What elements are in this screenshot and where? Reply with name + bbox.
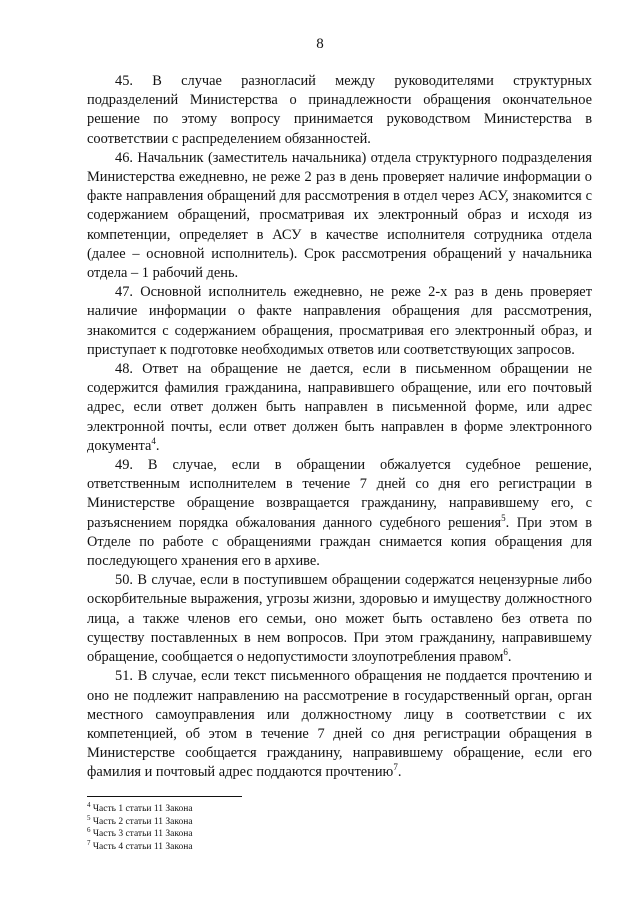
footnote-text: Часть 2 статьи 11 Закона	[92, 816, 193, 827]
footnote-reference: 6	[503, 647, 508, 658]
footnote-mark: 6	[87, 825, 91, 834]
paragraph-tail: .	[155, 437, 160, 454]
paragraph-text: 47. Основной исполнитель ежедневно, не реже 2-х раз в день проверяет наличие информации о факте направления обращения для рассмотрения, знакомится с содержанием обращения, просматривая его электронный образ, и приступает к подготовке необходимых ответов или соответствующих запросов.	[87, 284, 592, 358]
paragraph-text: 46. Начальник (заместитель начальника) отдела структурного подразделения Министерства ежедневно, не реже 2 раз в день проверяет наличие информации о факте направления обращений для рассмотрения в отдел через АСУ, знакомится с содержанием обращений, просматривая их электронный образ и исходя из компетенции, определяет в АСУ в качестве исполнителя сотрудника отдела (далее – основной исполнитель). Срок рассмотрения обращений у начальника отдела – 1 рабочий день.	[87, 149, 592, 282]
paragraph-text: 51. В случае, если текст письменного обращения не поддается прочтению и оно не подлежит направлению на рассмотрение в государственный орган, орган местного самоуправления или должностному лицу в соответствии с их компетенцией, об этом в течение 7 дней со дня регистрации обращения в Министерстве сообщается гражданину, направившему обращение, если его фамилия и почтовый адрес поддаются прочтению	[87, 668, 592, 781]
footnote-text: Часть 1 статьи 11 Закона	[92, 804, 193, 814]
footnote-mark: 4	[87, 800, 91, 809]
paragraph-text: 45. В случае разногласий между руководителями структурных подразделений Министерства о принадлежности обращения окончательное решение по этому вопросу принимается руководством Министерства в соответствии с распределением обязанностей.	[87, 73, 592, 147]
footnote-divider	[87, 796, 242, 797]
footnote-reference: 7	[393, 762, 398, 773]
paragraph-text: 48. Ответ на обращение не дается, если в письменном обращении не содержится фамилия гражданина, направившего обращение, или его почтовый адрес, если ответ должен быть направлен в письменной форме, или адрес электронной почты, если ответ должен быть направлен в форме электронного документа	[87, 361, 592, 454]
page-number: 8	[316, 36, 324, 52]
paragraph-45	[87, 72, 592, 149]
footnote-item	[87, 800, 387, 816]
paragraph-51	[87, 667, 592, 782]
footnote-reference: 5	[501, 512, 506, 523]
paragraph-47	[87, 283, 592, 360]
footnote-text: Часть 3 статьи 11 Закона	[92, 829, 193, 839]
footnote-mark: 7	[87, 838, 91, 847]
paragraph-tail: .	[507, 649, 512, 666]
paragraph-49	[87, 456, 592, 571]
document-body	[87, 72, 592, 783]
paragraph-48	[87, 360, 592, 456]
footnote-item	[87, 838, 387, 854]
footnote-text: Часть 4 статьи 11 Закона	[92, 841, 193, 852]
paragraph-46	[87, 149, 592, 283]
paragraph-tail: .	[397, 764, 402, 781]
footnote-item	[87, 813, 387, 829]
footnote-reference: 4	[151, 436, 156, 447]
footnote-mark: 5	[87, 813, 91, 822]
paragraph-tail: . При этом в Отделе по работе с обращениями граждан снимается копия обращения для последующего хранения его в архиве.	[87, 514, 592, 570]
paragraph-50	[87, 571, 592, 667]
footnote-item	[87, 825, 387, 841]
paragraph-text: 49. В случае, если в обращении обжалуется судебное решение, ответственным исполнителем в течение 7 дней со дня его регистрации в Министерстве обращение возвращается гражданину, направившему его, с разъяснением порядка обжалования данного судебного решения	[87, 457, 592, 531]
paragraph-text: 50. В случае, если в поступившем обращении содержатся нецензурные либо оскорбительные выражения, угрозы жизни, здоровью и имуществу должностного лица, а также членов его семьи, оно может быть оставлено без ответа по существу поставленных в нем вопросов. При этом гражданину, направившему обращение, сообщается о недопустимости злоупотребления правом	[87, 572, 592, 666]
footnotes	[87, 800, 387, 853]
